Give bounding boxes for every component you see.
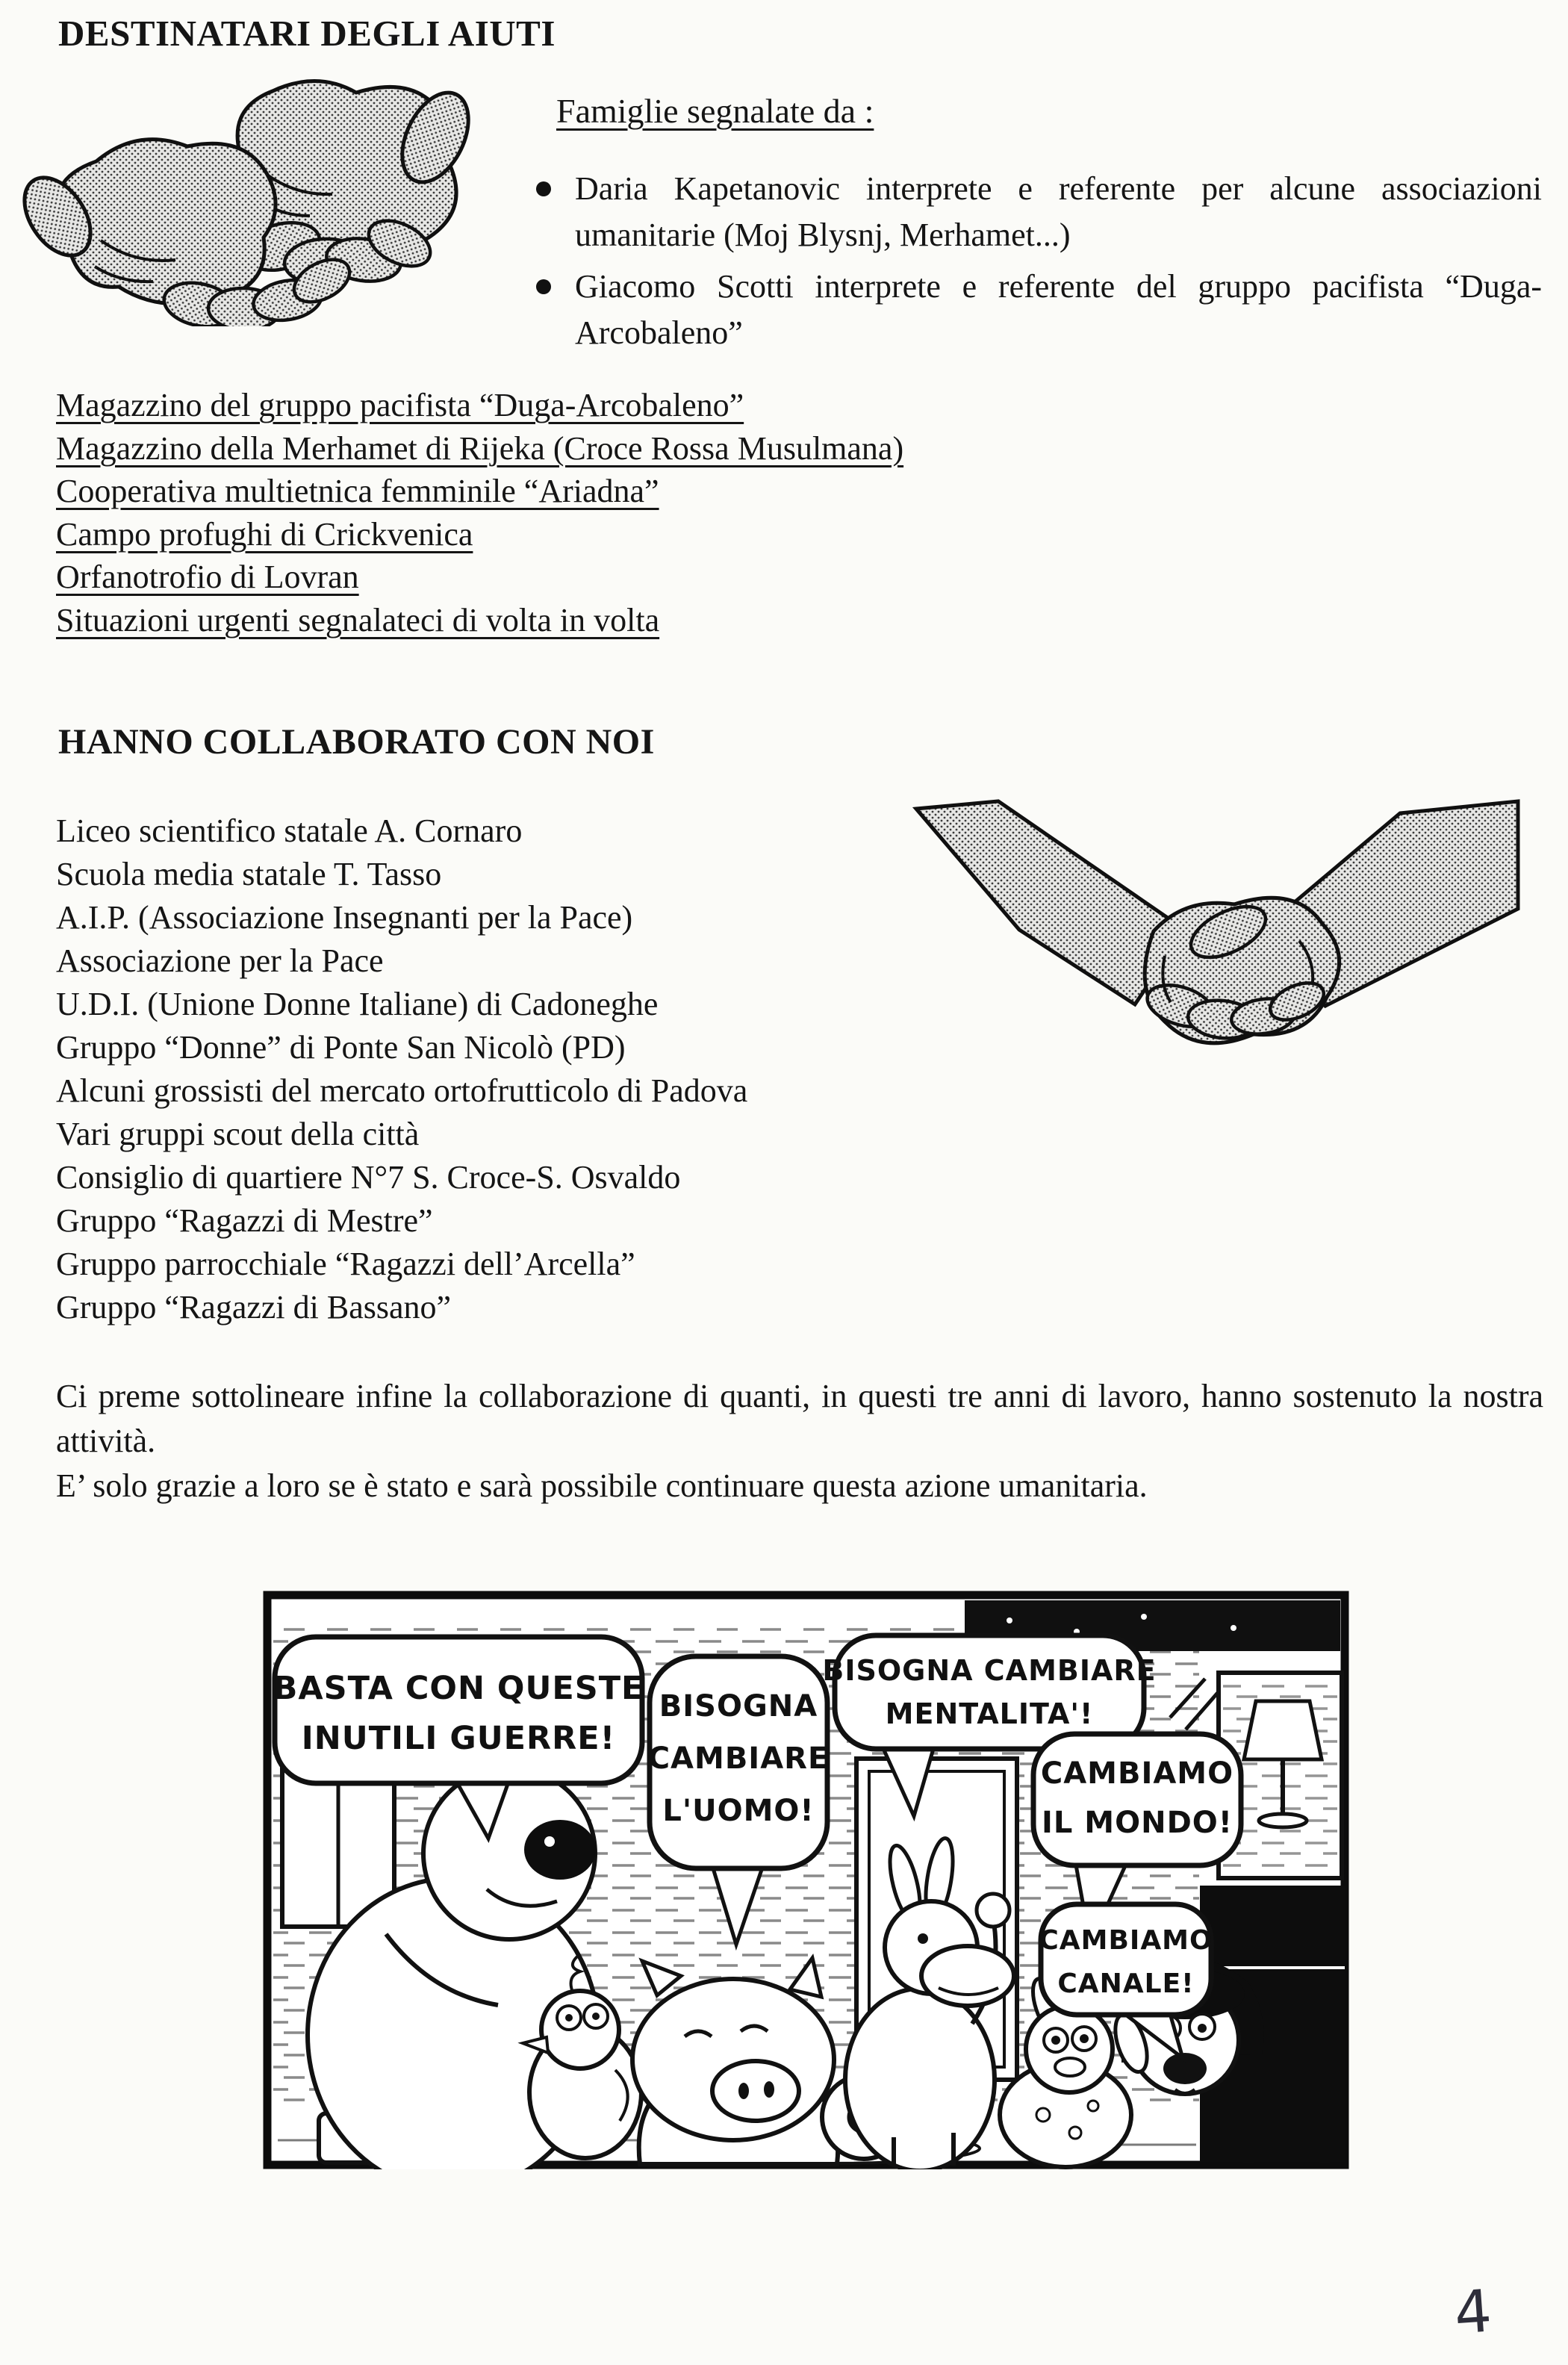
speech-bubble-text: BISOGNA <box>659 1689 818 1724</box>
page-number: 4 <box>1452 2278 1494 2348</box>
collaborator-item: U.D.I. (Unione Donne Italiane) di Cadoneghe <box>56 986 659 1022</box>
recipients-bullet-list <box>575 166 1542 361</box>
source-item: Cooperativa multietnica femminile “Ariadna” <box>56 473 659 510</box>
speech-bubble-text: CANALE! <box>1057 1968 1195 1999</box>
collaborator-item: Alcuni grossisti del mercato ortofrutticolo di Padova <box>56 1072 748 1109</box>
speech-bubble-text: CAMBIAMO <box>1039 1925 1213 1956</box>
speech-bubble-text: MENTALITA'! <box>885 1697 1094 1730</box>
speech-bubble-text: CAMBIAMO <box>1040 1756 1234 1791</box>
recipients-heading: Famiglie segnalate da : <box>556 92 874 130</box>
page-title: DESTINATARI DEGLI AIUTI <box>58 13 556 54</box>
comic-illustration <box>263 1591 1349 2169</box>
collaborator-item: Gruppo “Ragazzi di Mestre” <box>56 1202 433 1239</box>
collaborator-item: Gruppo parrocchiale “Ragazzi dell’Arcella” <box>56 1246 635 1282</box>
collaborators-list <box>56 809 747 1329</box>
closing-paragraph-1: Ci preme sottolineare infine la collaborazione di quanti, in questi tre anni di lavoro, hanno sostenuto la nostra attività. <box>56 1378 1543 1459</box>
collaborators-heading: HANNO COLLABORATO CON NOI <box>58 722 655 762</box>
bullet-item: Giacomo Scotti interprete e referente del gruppo pacifista “Duga-Arcobaleno” <box>575 264 1542 356</box>
closing-text <box>56 1374 1543 1508</box>
source-item: Situazioni urgenti segnalateci di volta in volta <box>56 601 660 638</box>
clasped-hands <box>1142 896 1340 1043</box>
collaborator-item: Gruppo “Ragazzi di Bassano” <box>56 1289 452 1326</box>
source-item: Campo profughi di Crickvenica <box>56 515 473 553</box>
collaborator-item: Scuola media statale T. Tasso <box>56 856 442 892</box>
collaborator-item: A.I.P. (Associazione Insegnanti per la Pace) <box>56 899 633 936</box>
pig-character <box>632 1958 838 2164</box>
collaborator-item: Associazione per la Pace <box>56 942 384 979</box>
collaborator-item: Gruppo “Donne” di Ponte San Nicolò (PD) <box>56 1029 626 1066</box>
handshake-icon <box>907 780 1527 1094</box>
speech-bubble-text: INUTILI GUERRE! <box>301 1720 616 1757</box>
collaborator-item: Consiglio di quartiere N°7 S. Croce-S. Osvaldo <box>56 1159 681 1196</box>
closing-paragraph-2: E’ solo grazie a loro se è stato e sarà possibile continuare questa azione umanitaria. <box>56 1467 1148 1504</box>
speech-bubble-text: CAMBIARE <box>647 1741 830 1776</box>
speech-bubble-text: BASTA CON QUESTE <box>273 1670 644 1707</box>
collaborator-item: Vari gruppi scout della città <box>56 1116 420 1152</box>
speech-bubble-text: BISOGNA CAMBIARE <box>822 1654 1157 1687</box>
speech-bubble-text: IL MONDO! <box>1041 1806 1233 1840</box>
recipients-source-list <box>56 384 903 642</box>
source-item: Orfanotrofio di Lovran <box>56 559 359 596</box>
collaborator-item: Liceo scientifico statale A. Cornaro <box>56 812 523 849</box>
source-item: Magazzino della Merhamet di Rijeka (Croce Rossa Musulmana) <box>56 429 904 467</box>
bullet-item: Daria Kapetanovic interprete e referente per alcune associazioni umanitarie (Moj Blysnj, Merhamet...) <box>575 166 1542 258</box>
speech-bubble-text: L'UOMO! <box>662 1794 815 1828</box>
source-item: Magazzino del gruppo pacifista “Duga-Arcobaleno” <box>56 387 744 423</box>
open-hands-icon <box>11 69 497 326</box>
